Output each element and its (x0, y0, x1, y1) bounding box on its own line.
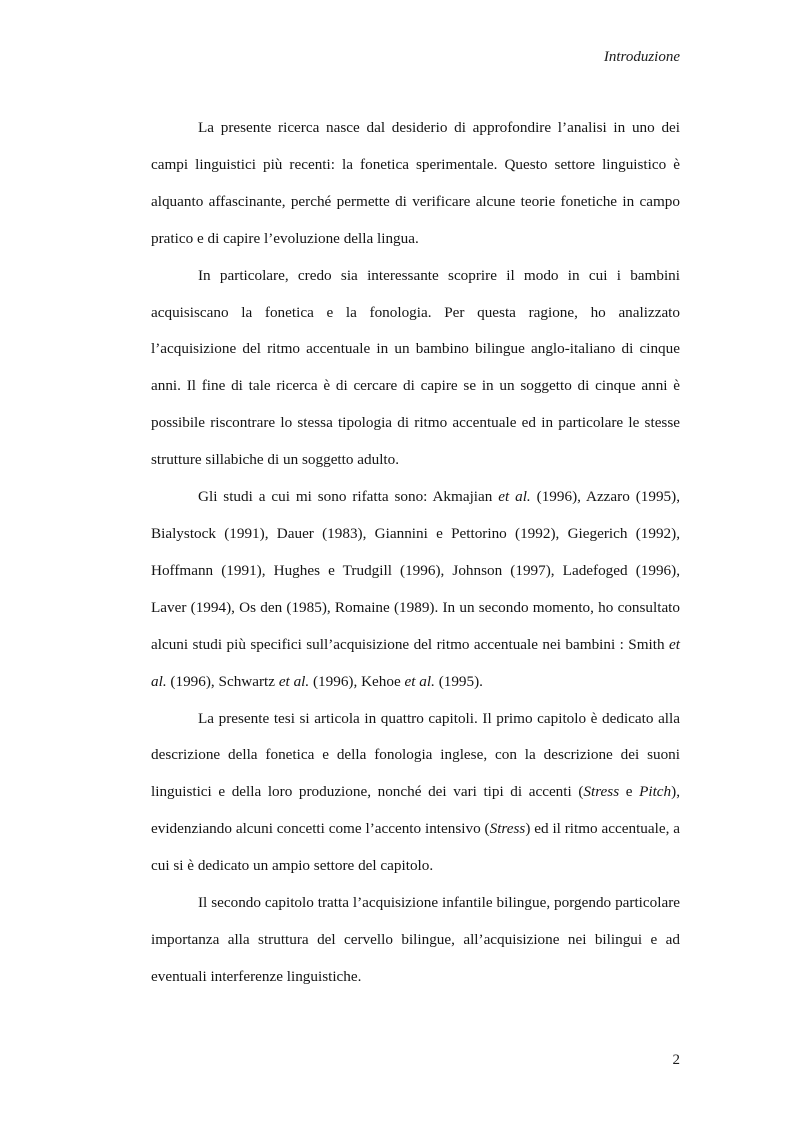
page-number: 2 (672, 1052, 680, 1068)
text-run: La presente ricerca nasce dal desiderio di approfondire l’analisi in uno dei campi linguistici più recenti: la fonetica sperimentale. Questo settore linguistico è alquanto affascinante, perché permette di verificare alcune teorie fonetiche in campo pratico e di capire l’evoluzione della lingua. (151, 119, 680, 247)
text-run: In particolare, credo sia interessante scoprire il modo in cui i bambini acquisiscano la fonetica e la fonologia. Per questa ragione, ho analizzato l’acquisizione del ritmo accentuale in un bambino bilingue anglo-italiano di cinque anni. Il fine di tale ricerca è di cercare di capire se in un soggetto di cinque anni è possibile riscontrare lo stessa tipologia di ritmo accentuale ed in particolare le stesse strutture sillabiche di un soggetto adulto. (151, 266, 680, 469)
text-run: La presente tesi si articola in quattro capitoli. Il primo capitolo è dedicato alla descrizione della fonetica e della fonologia inglese, con la descrizione dei suoni linguistici e della loro produzione, nonché dei vari tipi di accenti ( (151, 709, 680, 801)
paragraph (151, 701, 680, 886)
body-text (151, 110, 680, 996)
paragraph (151, 258, 680, 479)
paragraph (151, 479, 680, 700)
text-run: (1996), Schwartz (166, 672, 279, 690)
italic-text: et al. (498, 488, 531, 506)
italic-text: et al. (151, 635, 680, 690)
text-run: e (619, 783, 640, 801)
running-header: Introduzione (603, 49, 680, 65)
paragraph (151, 110, 680, 258)
text-run: (1996), Kehoe (309, 672, 405, 690)
paragraph (151, 885, 680, 996)
italic-text: Stress (489, 820, 526, 838)
text-run: ) ed il ritmo accentuale, a cui si è dedicato un ampio settore del capitolo. (151, 820, 680, 875)
text-run: Gli studi a cui mi sono rifatta sono: Akmajian (198, 488, 499, 506)
italic-text: Pitch (639, 783, 672, 801)
italic-text: et al. (278, 672, 310, 690)
text-run: (1995). (434, 672, 483, 690)
text-run: Il secondo capitolo tratta l’acquisizione infantile bilingue, porgendo particolare importanza alla struttura del cervello bilingue, all’acquisizione nei bilingui e ad eventuali interferenze linguistiche. (151, 894, 680, 985)
text-run: (1996), Azzaro (1995), Bialystock (1991), Dauer (1983), Giannini e Pettorino (1992), Giegerich (1992), Hoffmann (1991), Hughes e Trudgill (1996), Johnson (1997), Ladefoged (1996), Laver (1994), Os den (1985), Romaine (1989). In un secondo momento, ho consultato alcuni studi più specifici sull’acquisizione del ritmo accentuale nei bambini : Smith (151, 488, 681, 653)
italic-text: et al. (404, 672, 435, 690)
text-run: ), evidenziando alcuni concetti come l’accento intensivo ( (151, 783, 680, 838)
italic-text: Stress (583, 783, 620, 801)
